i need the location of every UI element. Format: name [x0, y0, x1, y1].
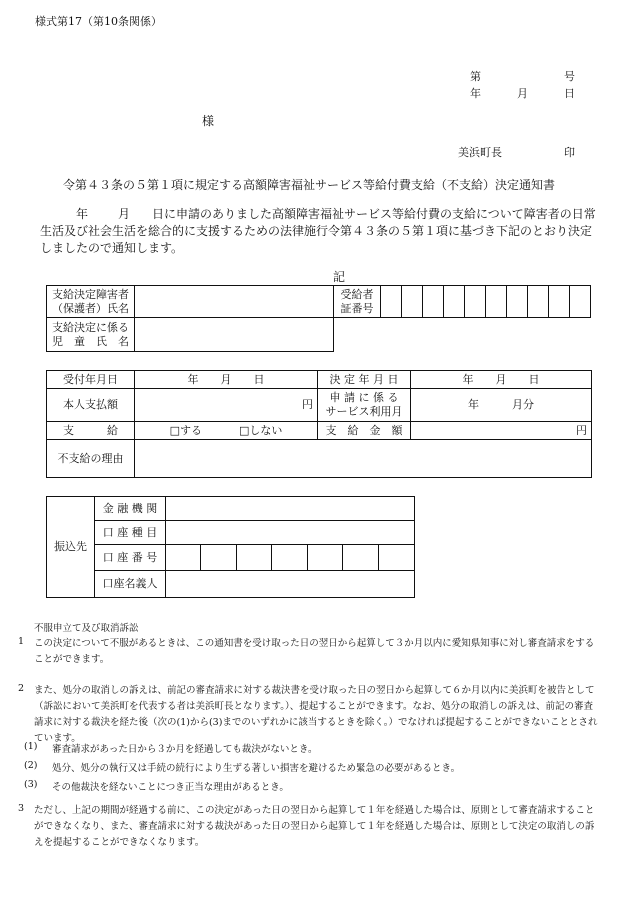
- account-type-label: 口 座 種 目: [95, 521, 166, 545]
- appeal-sub-1-number: (1): [24, 741, 38, 752]
- document-number-suffix: 号: [564, 70, 575, 83]
- child-name-label-line2: 児 童 氏 名: [52, 334, 129, 348]
- certificate-digit-box[interactable]: [381, 286, 402, 318]
- account-holder-field[interactable]: [166, 571, 415, 598]
- payment-amount-label: 支 給 金 額: [318, 422, 411, 440]
- document-number-prefix: 第: [470, 70, 481, 83]
- recipient-table: [46, 285, 591, 352]
- body-month: 月: [118, 207, 131, 221]
- document-title: 令第４３条の５第１項に規定する高額障害福祉サービス等給付費支給（不支給）決定通知書: [63, 178, 556, 192]
- certificate-number-label-line2: 証番号: [340, 301, 374, 315]
- appeal-item-3-number: 3: [18, 803, 25, 814]
- appeal-sub-3: その他裁決を経ないことにつき正当な理由があるとき。: [52, 782, 289, 793]
- addressee-suffix: 様: [202, 114, 215, 128]
- account-digit-box[interactable]: [201, 545, 236, 571]
- issue-date-month: 月: [517, 87, 528, 100]
- payment-no-checkbox[interactable]: □しない: [239, 423, 283, 437]
- child-name-field[interactable]: [135, 318, 334, 352]
- payment-yes-checkbox[interactable]: □する: [169, 423, 202, 437]
- received-date-field[interactable]: 年 月 日: [135, 371, 318, 389]
- certificate-number-label: [334, 286, 381, 318]
- certificate-digit-box[interactable]: [549, 286, 570, 318]
- payment-label: 支 給: [47, 422, 135, 440]
- certificate-digit-box[interactable]: [465, 286, 486, 318]
- certificate-digit-box[interactable]: [486, 286, 507, 318]
- appeal-sub-1: 審査請求があった日から３か月を経過しても裁決がないとき。: [52, 744, 318, 755]
- service-month-label-line1: 申 請 に 係 る: [329, 391, 399, 405]
- recipient-name-label-line2: （保護者）氏名: [52, 301, 129, 315]
- certificate-digit-box[interactable]: [444, 286, 465, 318]
- account-digit-box[interactable]: [272, 545, 307, 571]
- issue-date-year: 年: [470, 87, 481, 100]
- account-type-field[interactable]: [166, 521, 415, 545]
- non-payment-reason-field[interactable]: [135, 440, 592, 478]
- account-digit-box[interactable]: [378, 545, 414, 571]
- transfer-table: [46, 496, 415, 598]
- certificate-digit-box[interactable]: [528, 286, 549, 318]
- issue-date-day: 日: [564, 87, 575, 100]
- child-name-label: [47, 318, 135, 352]
- account-digit-box[interactable]: [307, 545, 342, 571]
- decision-table: [46, 370, 592, 478]
- appeal-item-1: この決定について不服があるときは、この通知書を受け取った日の翌日から起算して３か月以内に愛知県知事に対し審査請求をすることができます。: [34, 638, 595, 665]
- self-pay-field[interactable]: 円: [135, 389, 318, 422]
- account-digit-box[interactable]: [166, 545, 201, 571]
- child-name-label-line1: 支給決定に係る: [52, 320, 129, 334]
- transfer-label: 振込先: [47, 497, 95, 598]
- appeal-item-3: ただし、上記の期間が経過する前に、この決定があった日の翌日から起算して１年を経過した場合は、原則として審査請求することができなくなり、また、審査請求に対する裁決があった日の翌日から起算して１年を経過した場合は、原則として決定の取消しの訴えを提起することができなくなります。: [34, 805, 595, 848]
- appeal-sub-3-number: (3): [24, 779, 38, 790]
- account-number-label: 口 座 番 号: [95, 545, 166, 571]
- account-holder-label: 口座名義人: [95, 571, 166, 598]
- appeal-item-2-number: 2: [18, 683, 25, 694]
- body-year: 年: [76, 207, 89, 221]
- received-date-label: 受付年月日: [47, 371, 135, 389]
- appeal-heading: 不服申立て及び取消訴訟: [34, 623, 139, 634]
- certificate-digit-box[interactable]: [402, 286, 423, 318]
- recipient-name-label-line1: 支給決定障害者: [52, 287, 129, 301]
- payment-amount-field[interactable]: 円: [411, 422, 592, 440]
- account-digit-box[interactable]: [343, 545, 378, 571]
- decision-date-label: 決 定 年 月 日: [318, 371, 411, 389]
- service-month-label: [318, 389, 411, 422]
- self-pay-label: 本人支払額: [47, 389, 135, 422]
- non-payment-reason-label: 不支給の理由: [47, 440, 135, 478]
- ki-heading: 記: [333, 270, 346, 284]
- appeal-sub-2-number: (2): [24, 760, 38, 771]
- appeal-item-2: また、処分の取消しの訴えは、前記の審査請求に対する裁決書を受け取った日の翌日から起算して６か月以内に美浜町を被告として（訴訟において美浜町を代表する者は美浜町長となります。）、提起することができます。なお、処分の取消しの訴えは、前記の審査請求に対する裁決を経た後（次の(1)から(3)までのいずれかに該当するときを除く。）でなければ提起することができないこととされています。: [34, 685, 598, 744]
- bank-name-label: 金 融 機 関: [95, 497, 166, 521]
- body-text: 日に申請のありました高額障害福祉サービス等給付費の支給について障害者の日常生活及び社会生活を総合的に支援するための法律施行令第４３条の５第１項に基づき下記のとおり決定しましたので通知します。: [40, 207, 596, 255]
- form-number: 様式第17（第10条関係）: [35, 15, 162, 28]
- certificate-digit-box[interactable]: [423, 286, 444, 318]
- body-paragraph: [40, 206, 602, 257]
- appeal-item-1-number: 1: [18, 636, 25, 647]
- seal-mark: 印: [564, 146, 575, 159]
- decision-date-field[interactable]: 年 月 日: [411, 371, 592, 389]
- recipient-name-field[interactable]: [135, 286, 334, 318]
- service-month-field[interactable]: 年 月分: [411, 389, 592, 422]
- issuer-name: 美浜町長: [458, 146, 502, 159]
- certificate-digit-box[interactable]: [507, 286, 528, 318]
- bank-name-field[interactable]: [166, 497, 415, 521]
- appeal-sub-2: 処分、処分の執行又は手続の続行により生ずる著しい損害を避けるため緊急の必要があるとき。: [52, 763, 461, 774]
- recipient-name-label: [47, 286, 135, 318]
- service-month-label-line2: サービス利用月: [325, 405, 403, 418]
- account-digit-box[interactable]: [236, 545, 271, 571]
- certificate-digit-box[interactable]: [570, 286, 591, 318]
- payment-options: [135, 422, 318, 440]
- certificate-number-label-line1: 受給者: [340, 287, 374, 301]
